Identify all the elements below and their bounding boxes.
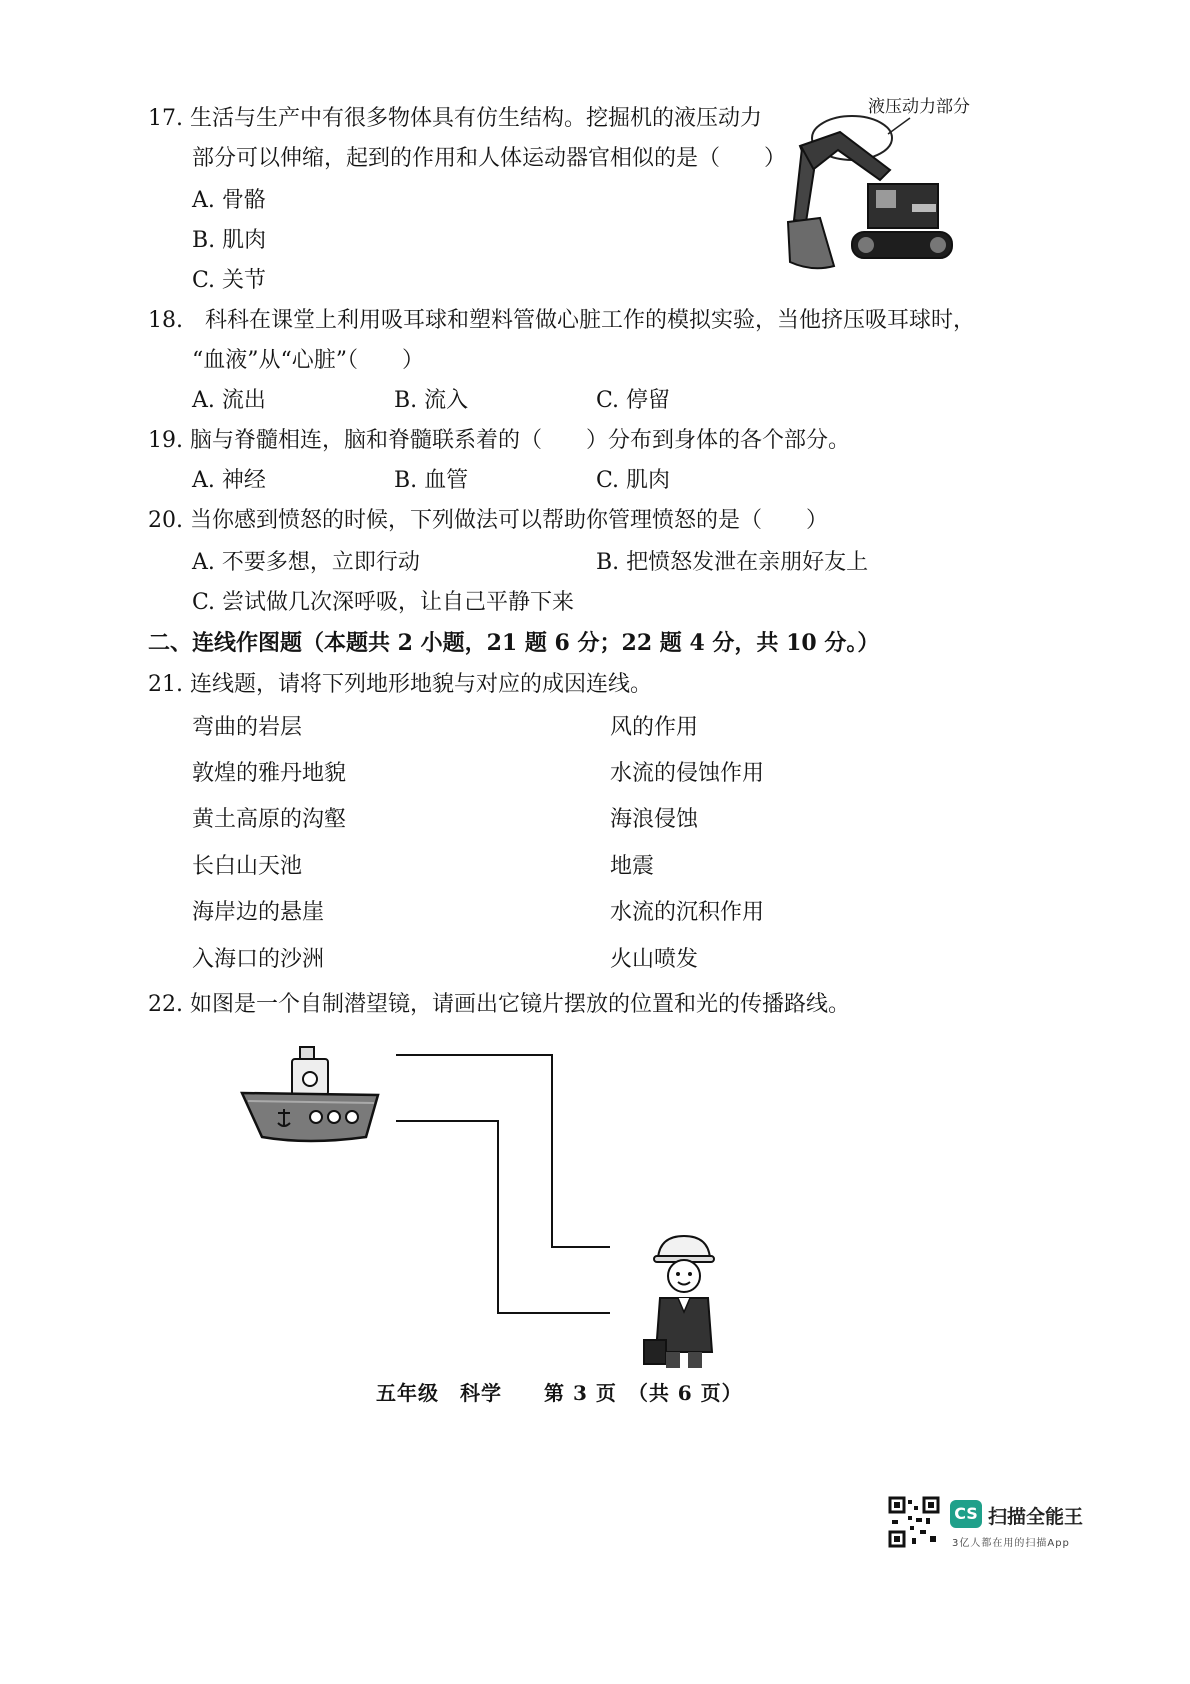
q20-option-a: A. 不要多想，立即行动 bbox=[192, 550, 420, 575]
q18-option-a: A. 流出 bbox=[192, 388, 266, 413]
q17-option-c: C. 关节 bbox=[192, 268, 267, 293]
q21-left-item: 入海口的沙洲 bbox=[192, 947, 325, 972]
q21-right-item: 地震 bbox=[610, 854, 655, 879]
q22-stem: 22. 如图是一个自制潜望镜，请画出它镜片摆放的位置和光的传播路线。 bbox=[148, 992, 850, 1017]
q17-option-a: A. 骨骼 bbox=[192, 188, 266, 213]
worker-illustration bbox=[640, 1232, 725, 1372]
q21-stem: 21. 连线题，请将下列地形地貌与对应的成因连线。 bbox=[148, 672, 652, 697]
ship-illustration bbox=[238, 1045, 383, 1150]
page-footer: 五年级 科学 第 3 页 （共 6 页） bbox=[376, 1381, 743, 1405]
q19-option-c: C. 肌肉 bbox=[596, 468, 671, 493]
scanner-brand-name: 扫描全能王 bbox=[988, 1506, 1084, 1528]
q20-stem: 20. 当你感到愤怒的时候，下列做法可以帮助你管理愤怒的是（ ） bbox=[148, 508, 828, 533]
q18-stem-line1: 18. 科科在课堂上利用吸耳球和塑料管做心脏工作的模拟实验，当他挤压吸耳球时， bbox=[148, 308, 975, 333]
q20-option-c: C. 尝试做几次深呼吸，让自己平静下来 bbox=[192, 590, 575, 615]
q17-option-b: B. 肌肉 bbox=[192, 228, 267, 253]
excavator-callout-label: 液压动力部分 bbox=[868, 97, 970, 117]
q21-right-item: 风的作用 bbox=[610, 715, 699, 740]
q21-left-item: 海岸边的悬崖 bbox=[192, 900, 325, 925]
q21-left-item: 黄土高原的沟壑 bbox=[192, 807, 347, 832]
q21-right-item: 海浪侵蚀 bbox=[610, 807, 699, 832]
q19-option-b: B. 血管 bbox=[394, 468, 469, 493]
q20-option-b: B. 把愤怒发泄在亲朋好友上 bbox=[596, 550, 869, 575]
scanner-brand-tagline: 3亿人都在用的扫描App bbox=[952, 1538, 1070, 1549]
excavator-illustration bbox=[780, 100, 960, 280]
qr-code-icon bbox=[888, 1496, 940, 1548]
q18-option-c: C. 停留 bbox=[596, 388, 671, 413]
q18-stem-line2: “血液”从“心脏”（ ） bbox=[192, 348, 424, 373]
cs-logo: CS bbox=[950, 1500, 982, 1528]
q21-left-item: 敦煌的雅丹地貌 bbox=[192, 761, 347, 786]
q17-stem-line2: 部分可以伸缩，起到的作用和人体运动器官相似的是（ ） bbox=[192, 146, 787, 171]
q21-right-item: 水流的侵蚀作用 bbox=[610, 761, 765, 786]
q21-left-item: 弯曲的岩层 bbox=[192, 715, 303, 740]
q17-stem-line1: 17. 生活与生产中有很多物体具有仿生结构。挖掘机的液压动力 bbox=[148, 106, 762, 131]
q18-option-b: B. 流入 bbox=[394, 388, 469, 413]
q19-stem: 19. 脑与脊髓相连，脑和脊髓联系着的（ ）分布到身体的各个部分。 bbox=[148, 428, 850, 453]
q19-option-a: A. 神经 bbox=[192, 468, 266, 493]
section2-heading: 二、连线作图题（本题共 2 小题，21 题 6 分；22 题 4 分，共 10 分。） bbox=[148, 630, 880, 656]
q21-left-item: 长白山天池 bbox=[192, 854, 303, 879]
q21-right-item: 水流的沉积作用 bbox=[610, 900, 765, 925]
periscope-outline bbox=[390, 1045, 610, 1335]
q21-right-item: 火山喷发 bbox=[610, 947, 699, 972]
